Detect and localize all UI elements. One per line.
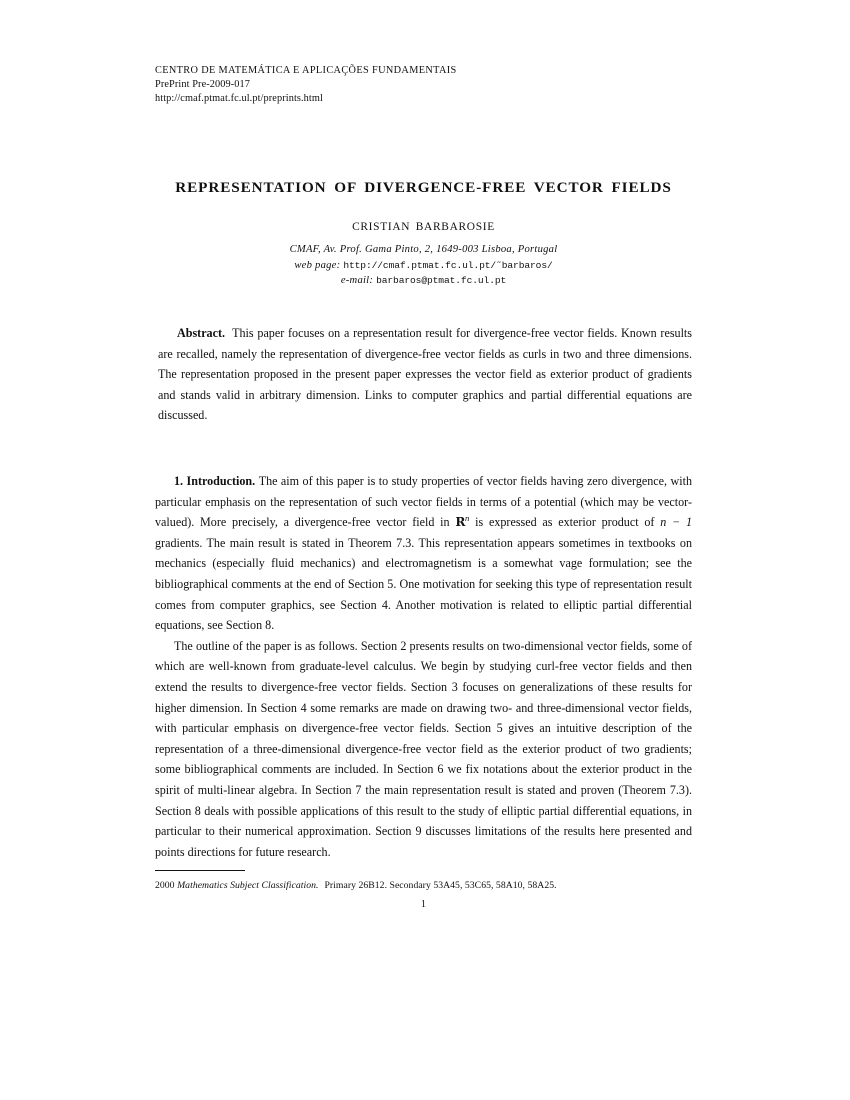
math-n-minus-one: n − 1 bbox=[660, 515, 692, 530]
author-name: CRISTIAN BARBAROSIE bbox=[352, 221, 495, 233]
preprint-url: http://cmaf.ptmat.fc.ul.pt/preprints.html bbox=[155, 93, 323, 104]
math-superscript-n: n bbox=[464, 513, 470, 524]
email-label: e-mail: bbox=[340, 275, 374, 286]
affiliation-block bbox=[155, 242, 692, 289]
abstract-section bbox=[155, 323, 692, 426]
section-heading-introduction: 1. Introduction. bbox=[174, 474, 256, 488]
web-page-url: http://cmaf.ptmat.fc.ul.pt/˜barbaros/ bbox=[343, 259, 553, 271]
footnote-year: 2000 bbox=[155, 880, 175, 891]
preprint-header bbox=[155, 64, 715, 106]
footnote-classification-label: Mathematics Subject Classification. bbox=[177, 880, 319, 891]
intro-text-part-1: The aim of this paper is to study properties of vector fields having zero divergence, with particular emphasis on the representation of such vector fields in terms of a potential (which may be vector-valued). More precisely, a divergence-free vector field in bbox=[155, 474, 692, 530]
math-blackboard-r: R bbox=[455, 515, 465, 530]
intro-text-part-3: gradients. The main result is stated in Theorem 7.3. This representation appears sometimes in textbooks on mechanics (especially fluid mechanics) and electromagnetism is a somewhat vage formulation; see the bibliographical comments at the end of Section 5. One motivation for seeking this type of representation result comes from computer graphics, see Section 4. Another motivation is related to elliptic partial differential equations, see Section 8. bbox=[155, 535, 692, 633]
intro-text-part-2: is expressed as exterior product of bbox=[475, 515, 655, 530]
web-page-label: web page: bbox=[294, 259, 341, 271]
email-address: barbaros@ptmat.fc.ul.pt bbox=[376, 275, 507, 286]
footnote-codes: Primary 26B12. Secondary 53A45, 53C65, 58A10, 58A25. bbox=[324, 880, 557, 891]
affiliation-web-page bbox=[155, 258, 692, 274]
preprint-organization: CENTRO DE MATEMÁTICA E APLICAÇÕES FUNDAMENTAIS bbox=[155, 65, 457, 76]
title-block bbox=[155, 178, 692, 235]
page-number: 1 bbox=[420, 899, 427, 910]
abstract-paragraph bbox=[158, 323, 692, 426]
introduction-paragraph-1 bbox=[155, 471, 692, 636]
footnote-rule bbox=[155, 870, 245, 871]
body-text bbox=[155, 471, 692, 862]
affiliation-address: CMAF, Av. Prof. Gama Pinto, 2, 1649-003 Lisboa, Portugal bbox=[289, 244, 558, 255]
preprint-number: PrePrint Pre-2009-017 bbox=[155, 79, 251, 90]
abstract-text: This paper focuses on a representation result for divergence-free vector fields. Known results are recalled, namely the representation of divergence-free vector fields as curls in two and three dimensions. The representation proposed in the present paper expresses the vector field as exterior product of gradients and stands valid in arbitrary dimension. Links to computer graphics and partial differential equations are discussed. bbox=[158, 326, 693, 422]
abstract-label: Abstract. bbox=[177, 326, 226, 340]
affiliation-email bbox=[155, 273, 692, 289]
introduction-paragraph-2: The outline of the paper is as follows. Section 2 presents results on two-dimensional vector fields, some of which are well-known from graduate-level calculus. We begin by studying curl-free vector fields and then extend the results to divergence-free vector fields. Section 3 focuses on generalizations of these results for higher dimension. In Section 4 some remarks are made on drawing two- and three-dimensional vector fields, with particular emphasis on divergence-free vector fields. Section 5 gives an intuitive description of the representation of a three-dimensional divergence-free vector field as the exterior product of two gradients; some bibliographical comments are included. In Section 6 we fix notations about the exterior product in the spirit of multi-linear algebra. In Section 7 the main representation result is stated and proven (Theorem 7.3). Section 8 deals with possible applications of this result to the study of elliptic partial differential equations, in particular to their numerical approximation. Section 9 discusses limitations of the results here presented and points directions for future research. bbox=[155, 638, 692, 859]
page-title: REPRESENTATION OF DIVERGENCE-FREE VECTOR FIELDS bbox=[175, 179, 672, 196]
footnote-msc bbox=[155, 879, 692, 893]
